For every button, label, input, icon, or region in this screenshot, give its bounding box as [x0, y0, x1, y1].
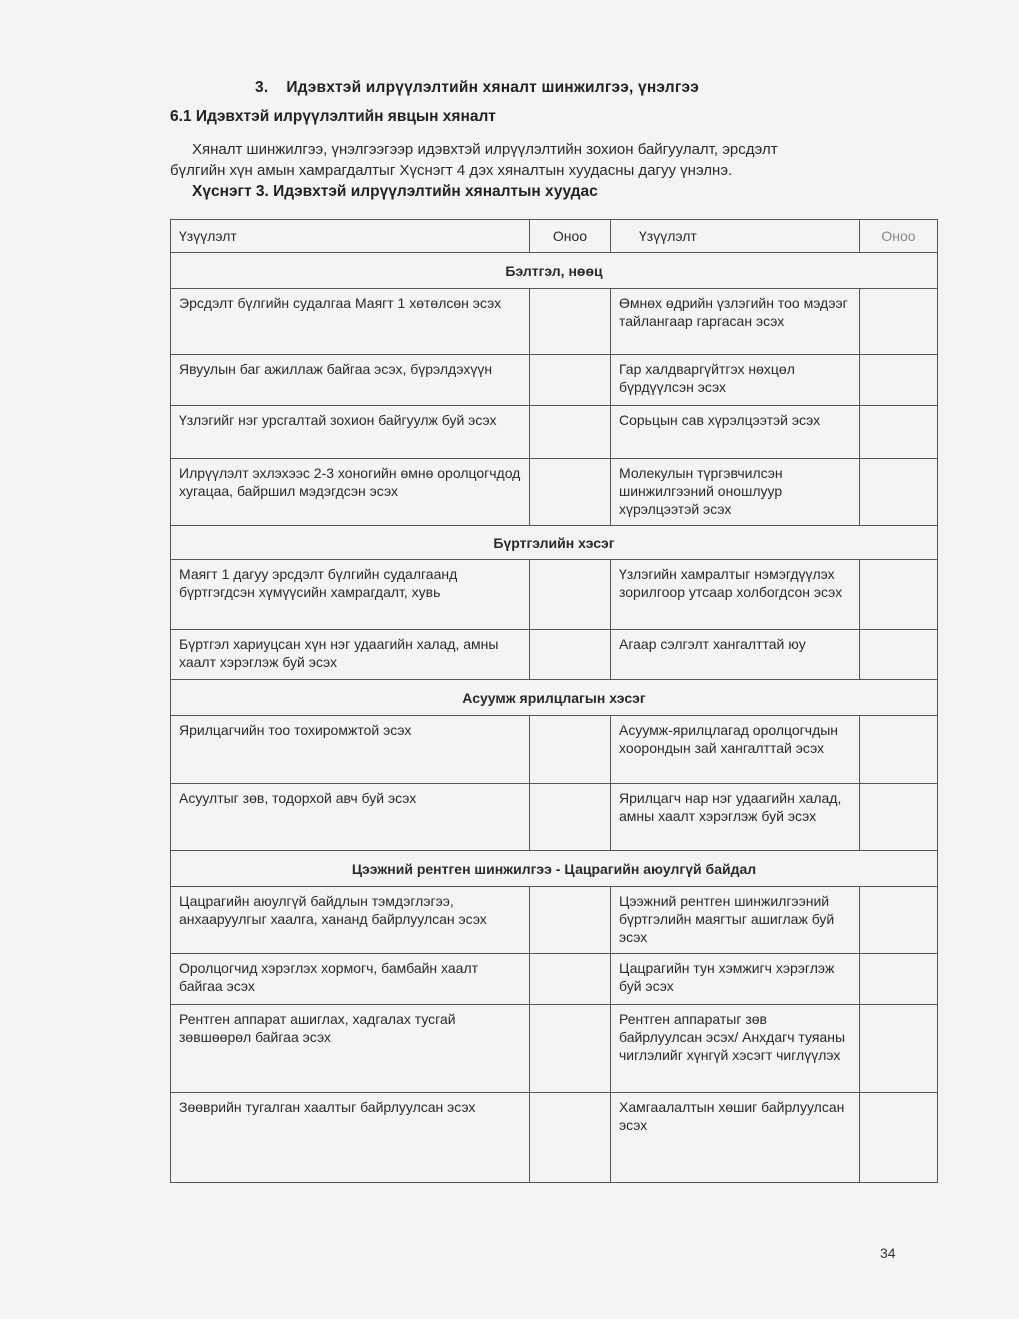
- score-cell: [860, 560, 938, 630]
- score-cell: [860, 630, 938, 680]
- score-cell: [860, 406, 938, 459]
- header-indicator-right: Үзүүлэлт: [611, 220, 860, 253]
- section-heading: [255, 79, 699, 97]
- indicator-cell: Цээжний рентген шинжилгээний бүртгэлийн маягтыг ашиглаж буй эсэх: [611, 887, 860, 954]
- indicator-cell: Ярилцагчийн тоо тохиромжтой эсэх: [171, 716, 530, 784]
- score-cell: [530, 406, 611, 459]
- indicator-cell: Гар халдваргүйтгэх нөхцөл бүрдүүлсэн эсэх: [611, 355, 860, 406]
- score-cell: [530, 355, 611, 406]
- indicator-cell: Өмнөх өдрийн үзлэгийн тоо мэдээг тайлангаар гаргасан эсэх: [611, 289, 860, 355]
- section-header: Цээжний рентген шинжилгээ - Цацрагийн аюулгүй байдал: [171, 851, 938, 887]
- indicator-cell: Бүртгэл хариуцсан хүн нэг удаагийн халад, амны хаалт хэрэглэж буй эсэх: [171, 630, 530, 680]
- checklist-table: [170, 219, 938, 1183]
- indicator-cell: Сорьцын сав хүрэлцээтэй эсэх: [611, 406, 860, 459]
- indicator-cell: Рентген аппаратыг зөв байрлуулсан эсэх/ Анхдагч туяаны чиглэлийг хүнгүй хэсэгт чиглүүлэх: [611, 1005, 860, 1093]
- score-cell: [860, 1005, 938, 1093]
- score-cell: [860, 784, 938, 851]
- score-cell: [530, 630, 611, 680]
- subsection-heading: 6.1 Идэвхтэй илрүүлэлтийн явцын хяналт: [170, 108, 496, 125]
- score-cell: [860, 954, 938, 1005]
- section-header: Бүртгэлийн хэсэг: [171, 526, 938, 560]
- score-cell: [530, 289, 611, 355]
- page-number: 34: [880, 1245, 896, 1261]
- score-cell: [860, 355, 938, 406]
- paragraph-line-2: бүлгийн хүн амын хамрагдалтыг Хүснэгт 4 дэх хяналтын хуудасны дагуу үнэлнэ.: [170, 162, 733, 179]
- indicator-cell: Асуултыг зөв, тодорхой авч буй эсэх: [171, 784, 530, 851]
- header-indicator-left: Үзүүлэлт: [171, 220, 530, 253]
- indicator-cell: Үзлэгийг нэг урсгалтай зохион байгуулж буй эсэх: [171, 406, 530, 459]
- indicator-cell: Рентген аппарат ашиглах, хадгалах тусгай зөвшөөрөл байгаа эсэх: [171, 1005, 530, 1093]
- indicator-cell: Цацрагийн аюулгүй байдлын тэмдэглэгээ, анхааруулгыг хаалга, хананд байрлуулсан эсэх: [171, 887, 530, 954]
- paragraph-line-1: Хяналт шинжилгээ, үнэлгээгээр идэвхтэй илрүүлэлтийн зохион байгуулалт, эрсдэлт: [192, 141, 778, 158]
- score-cell: [530, 954, 611, 1005]
- indicator-cell: Хамгаалалтын хөшиг байрлуулсан эсэх: [611, 1093, 860, 1183]
- indicator-cell: Явуулын баг ажиллаж байгаа эсэх, бүрэлдэхүүн: [171, 355, 530, 406]
- indicator-cell: Маягт 1 дагуу эрсдэлт бүлгийн судалгаанд бүртгэгдсэн хүмүүсийн хамрагдалт, хувь: [171, 560, 530, 630]
- score-cell: [860, 887, 938, 954]
- table-caption: Хүснэгт 3. Идэвхтэй илрүүлэлтийн хяналтын хуудас: [192, 183, 598, 200]
- score-cell: [530, 784, 611, 851]
- section-header: Бэлтгэл, нөөц: [171, 253, 938, 289]
- score-cell: [860, 1093, 938, 1183]
- header-score-left: Оноо: [530, 220, 611, 253]
- indicator-cell: Эрсдэлт бүлгийн судалгаа Маягт 1 хөтөлсөн эсэх: [171, 289, 530, 355]
- indicator-cell: Зөөврийн тугалган хаалтыг байрлуулсан эсэх: [171, 1093, 530, 1183]
- indicator-cell: Ярилцагч нар нэг удаагийн халад, амны хаалт хэрэглэж буй эсэх: [611, 784, 860, 851]
- indicator-cell: Оролцогчид хэрэглэх хормогч, бамбайн хаалт байгаа эсэх: [171, 954, 530, 1005]
- score-cell: [860, 716, 938, 784]
- header-score-right: Оноо: [860, 220, 938, 253]
- score-cell: [530, 716, 611, 784]
- score-cell: [860, 459, 938, 526]
- score-cell: [860, 289, 938, 355]
- score-cell: [530, 1005, 611, 1093]
- section-title: Идэвхтэй илрүүлэлтийн хяналт шинжилгээ, үнэлгээ: [286, 79, 700, 96]
- section-number: 3.: [255, 79, 269, 96]
- score-cell: [530, 560, 611, 630]
- intro-paragraph: [170, 139, 902, 181]
- score-cell: [530, 887, 611, 954]
- indicator-cell: Асуумж-ярилцлагад оролцогчдын хоорондын зай хангалттай эсэх: [611, 716, 860, 784]
- indicator-cell: Агаар сэлгэлт хангалттай юу: [611, 630, 860, 680]
- score-cell: [530, 459, 611, 526]
- indicator-cell: Цацрагийн тун хэмжигч хэрэглэж буй эсэх: [611, 954, 860, 1005]
- indicator-cell: Молекулын түргэвчилсэн шинжилгээний оношлуур хүрэлцээтэй эсэх: [611, 459, 860, 526]
- section-header: Асуумж ярилцлагын хэсэг: [171, 680, 938, 716]
- indicator-cell: Илрүүлэлт эхлэхээс 2-3 хоногийн өмнө оролцогчдод хугацаа, байршил мэдэгдсэн эсэх: [171, 459, 530, 526]
- indicator-cell: Үзлэгийн хамралтыг нэмэгдүүлэх зорилгоор утсаар холбогдсон эсэх: [611, 560, 860, 630]
- score-cell: [530, 1093, 611, 1183]
